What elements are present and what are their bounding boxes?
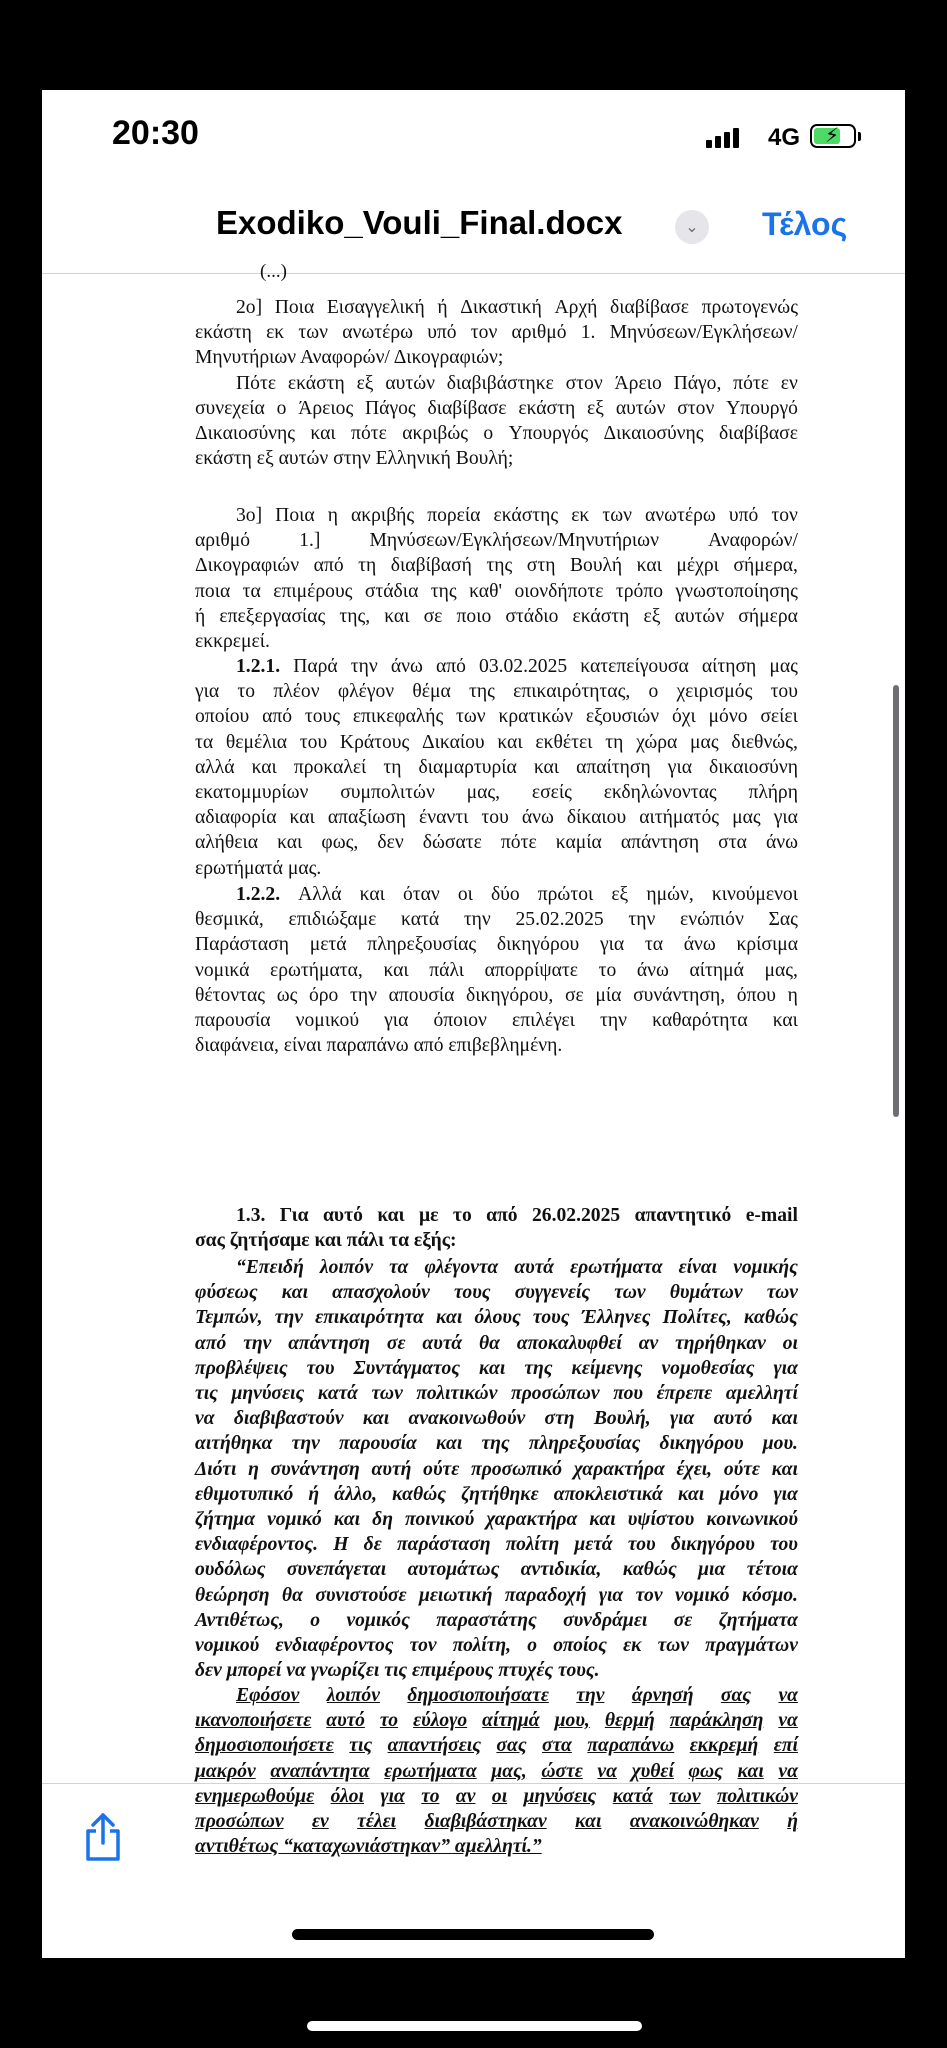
q2-line: Μηνυτήριων Αναφορών/ Δικογραφιών; [195,347,504,369]
battery-tip [858,132,861,141]
network-type: 4G [768,124,801,151]
q3-line: Δικογραφιών από τη διαβίβασή της στη Βουλή και μέχρι σήμερα, [195,555,798,577]
chevron-down-icon[interactable]: ⌄ [675,210,709,244]
paragraph-1-2-2: 1.2.2. Αλλά και όταν οι δύο πρώτοι εξ ημών, κινούμενοι θεσμικά, επιδιώξαμε κατά την 25.02.2025 την ενώπιόν Σας Παράσταση μετά πληρεξουσίας δικηγόρου για τα άνω κρίσιμα νομικά ερωτήματα, και πάλι απορρίψατε το άνω αίτημά μας, θέτοντας ως όρο την απουσία δικηγόρου, σε μία συνάντηση, όπου η παρουσία νομικού για όποιον επιλέγει την καθαρότητα και διαφάνεια, είναι παραπάνω από επιβεβλημένη. [195,884,798,1057]
cut-off-line: (...) [260,261,287,282]
battery-icon: ⚡ [810,124,856,148]
document-viewer[interactable] [42,261,905,1858]
q3-line: εκκρεμεί. [195,631,270,653]
question-2 [195,295,798,471]
clock: 20:30 [112,114,199,152]
document-title[interactable]: Exodiko_Vouli_Final.docx [216,204,623,241]
q3-line: 3ο] Ποια η ακριβής πορεία εκάστης εκ των ανωτέρω υπό τον [236,505,798,526]
signal-icon [706,128,742,148]
quoted-email: “Επειδή λοιπόν τα φλέγοντα αυτά ερωτήματα είναι νομικής φύσεως και απασχολούν τους συγγενείς των θυμάτων των Τεμπών, την επικαιρότητα και όλους τους Έλληνες Πολίτες, καθώς από την απάντηση σε αυτά θα αποκαλυφθεί αν τηρήθηκαν οι προβλέψεις του Συντάγματος και της κείμενης νομοθεσίας για τις μηνύσεις κατά των πολιτικών προσώπων που έπρεπε αμελλητί να διαβιβαστούν και ανακοινωθούν στη Βουλή, για αυτό και αιτήθηκα την παρουσία και της πληρεξουσίας δικηγόρου μου. Διότι η συνάντηση αυτή ούτε προσωπικό χαρακτήρα έχει, ούτε και εθιμοτυπικό ή άλλο, καθώς ζητήθηκε αποκλειστικά και μόνο για ζήτημα νομικό και δη ποινικού χαρακτήρα και υψίστου κοινωνικού ενδιαφέροντος. Η δε παράσταση πολίτη μετά του δικηγόρου του ουδόλως συνεπάγεται αυτομάτως αντιδικία, καθώς μια τέτοια θεώρηση θα συνιστούσε μειωτική παραδοχή για τον νομικό κόσμο. Αντιθέτως, ο νομικός παραστάτης συνδράμει σε ζητήματα νομικού ενδιαφέροντος τον πολίτη, ο οποίος εκ των πραγμάτων δεν μπορεί να γνωρίζει τις επιμέρους πτυχές τους. [195,1257,798,1682]
done-button[interactable]: Τέλος [762,206,848,242]
q3-line: ή επεξεργασίας της, και σε ποιο στάδιο εκάστη εξ αυτών σήμερα [195,605,798,627]
q2-line: εκάστη εξ αυτών στην Ελληνική Βουλή; [195,448,514,470]
q2-line: 2ο] Ποια Εισαγγελική ή Δικαστική Αρχή διαβίβασε πρωτογενώς [236,297,798,318]
q2-line: Πότε εκάστη εξ αυτών διαβιβάστηκε στον Άρειο Πάγο, πότε εν [236,372,798,394]
question-3 [195,503,798,654]
nav-bar [42,186,905,266]
status-bar [42,90,905,186]
vertical-scrollbar[interactable] [893,685,899,1117]
q2-line: εκάστη εκ των ανωτέρω υπό τον αριθμό 1. Μηνύσεων/Εγκλήσεων/ [195,322,798,344]
home-indicator[interactable] [292,1929,654,1940]
share-icon[interactable] [82,1811,124,1868]
bottom-toolbar [42,1783,905,1958]
q2-line: συνεχεία ο Άρειος Πάγος διαβίβασε εκάστη εξ αυτών στον Υπουργό [195,397,798,419]
q3-line: ποια τα επιμέρους στάδια της καθ' οιονδήποτε τρόπο γνωστοποίησης [195,580,798,602]
q3-line: αριθμό 1.] Μηνύσεων/Εγκλήσεων/Μηνυτήριων Αναφορών/ [195,530,798,552]
q2-line: Δικαιοσύνης και πότε ακριβώς ο Υπουργός Δικαιοσύνης διαβίβασε [195,423,798,445]
phone-screen [42,90,905,1958]
paragraph-1-2-1: 1.2.1. Παρά την άνω από 03.02.2025 κατεπείγουσα αίτηση μας για το πλέον φλέγον θέμα της επικαιρότητας, ο χειρισμός του οποίου από τους επικεφαλής των κρατικών εξουσιών όχι μόνο σείει τα θεμέλια του Κράτους Δικαίου και εκθέτει τη χώρα μας διεθνώς, αλλά και προκαλεί τη διαμαρτυρία και απαίτηση για δικαιοσύνη εκατομμυρίων συμπολιτών μας, εσείς εκδηλώνοντας πλήρη αδιαφορία και απαξίωση έναντι του άνω δίκαιου αιτήματός μας για αλήθεια και φως, δεν δώσατε πότε καμία απάντηση στα άνω ερωτήματά μας. [195,656,798,879]
outer-home-indicator [307,2021,642,2031]
paragraph-1-3-heading: 1.3. Για αυτό και με το από 26.02.2025 απαντητικό e-mail σας ζητήσαμε και πάλι τα εξής: [195,1205,798,1252]
underlined-request: Εφόσον λοιπόν δημοσιοποιήσατε την άρνησή σας να ικανοποιήσετε αυτό το εύλογο αίτημά μου, θερμή παράκληση να δημοσιοποιήσετε τις απαντήσεις σας στα παραπάνω εκκρεμή επί μακρόν αναπάντητα ερωτήματα μας, ώστε να χυθεί φως και να ενημερωθούμε όλοι για το αν οι μηνύσεις κατά των πολιτικών προσώπων εν τέλει διαβιβάστηκαν και ανακοινώθηκαν ή αντιθέτως “καταχωνιάστηκαν” αμελλητί.” [195,1685,798,1858]
